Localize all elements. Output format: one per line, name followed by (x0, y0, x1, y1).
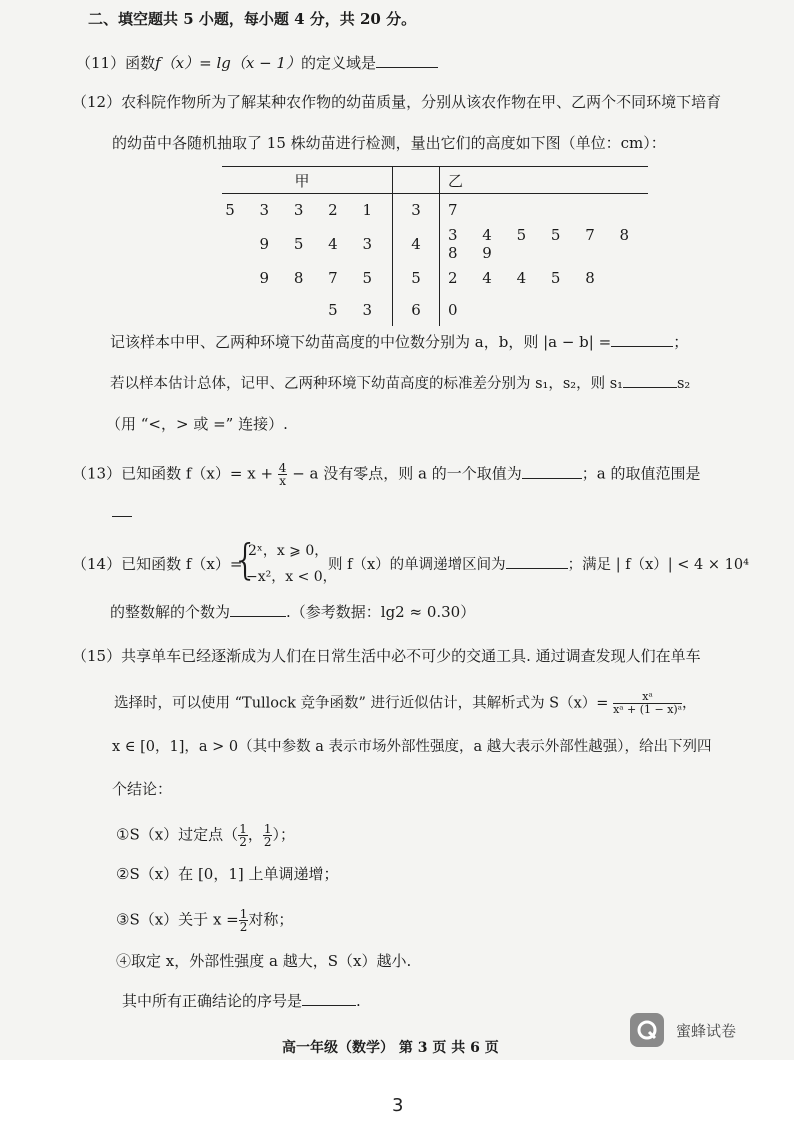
leaf-left: 5 3 3 2 1 (225, 201, 382, 219)
q12-line3 (110, 332, 688, 352)
c3-frac (239, 908, 249, 933)
q14-line2 (110, 602, 475, 622)
q12-blank-1 (611, 332, 673, 347)
q15-blank (302, 991, 356, 1006)
q13-pre: 已知函数 f（x）= x + (121, 464, 274, 483)
half-den: 2 (239, 835, 247, 849)
q14-line2-text: 的整数解的个数为 (110, 603, 231, 621)
q13-frac-num: 4 (278, 461, 287, 475)
half-den: 2 (239, 920, 248, 934)
stem-value: 3 (393, 194, 440, 227)
q15-final: 其中所有正确结论的序号是 . (122, 992, 361, 1010)
watermark-logo-icon (630, 1013, 664, 1047)
q12-line2: 的幼苗中各随机抽取了 15 株幼苗进行检测，量出它们的高度如下图（单位：cm）： (112, 134, 666, 152)
c1-end: ）； (272, 825, 295, 844)
q12-line4-end: s₂ (676, 376, 691, 392)
leaf-left: 9 8 7 5 (259, 269, 382, 287)
question-14 (72, 554, 242, 574)
c1-frac-a (238, 823, 248, 848)
stem-row (222, 262, 648, 294)
q14-number: （14） (72, 555, 122, 573)
q15-number: （15） (72, 647, 122, 665)
tullock-den: xᵃ + (1 − x)ᵃ (613, 703, 682, 716)
stem-row (222, 226, 648, 262)
q14-blank-1 (506, 554, 568, 569)
q11-answer-blank (376, 53, 438, 68)
q14-blank-2 (230, 602, 286, 617)
q15-line2-text: 选择时，可以使用 “Tullock 竞争函数” 进行近似估计，其解析式为 S（x）= (114, 695, 609, 712)
half-num: 1 (239, 907, 248, 921)
half-den: 2 (263, 835, 272, 849)
leaf-left: 5 3 (328, 301, 382, 319)
q12-line5: （用 “<，> 或 =” 连接）. (106, 415, 288, 433)
q12-line1 (72, 92, 721, 112)
q13-post: ；a 的取值范围是 (581, 464, 701, 483)
leaf-right: 2 4 4 5 8 (448, 269, 605, 287)
q15-line3: x ∈ [0，1]，a > 0（其中参数 a 表示市场外部性强度，a 越大表示外部性越强），给出下列四 (112, 739, 712, 755)
stem-header-left: 甲 (222, 167, 393, 194)
q13-blank-1 (522, 464, 582, 479)
q11-number: （11） (76, 54, 126, 72)
q13-mid: − a 没有零点，则 a 的一个取值为 (292, 464, 522, 483)
section-header: 二、填空题共 5 小题，每小题 4 分，共 20 分。 (88, 10, 417, 28)
q13-fraction (278, 462, 288, 487)
q12-line3-text: 记该样本中甲、乙两种环境下幼苗高度的中位数分别为 a，b，则 |a − b| = (110, 333, 612, 351)
question-11 (76, 53, 438, 73)
q14-pre: 已知函数 f（x）= (121, 555, 243, 573)
q12-blank-2 (623, 373, 677, 388)
q12-line4-text: 若以样本估计总体，记甲、乙两种环境下幼苗高度的标准差分别为 s₁，s₂，则 s₁ (110, 376, 623, 392)
stem-value: 5 (393, 262, 440, 294)
tullock-fraction (613, 691, 682, 716)
q15-line4: 个结论： (112, 780, 173, 798)
leaf-left: 9 5 4 3 (259, 235, 382, 253)
tullock-num: xᵃ (613, 691, 682, 704)
q12-number: （12） (72, 93, 122, 111)
q15-line1-text: 共享单车已经逐渐成为人们在日常生活中必不可少的交通工具. 通过调查发现人们在单车 (121, 647, 701, 665)
q14-case2: −x²，x < 0， (246, 569, 337, 585)
q13-number: （13） (72, 464, 122, 483)
leaf-right: 0 (448, 301, 468, 319)
q13-blank-2 (112, 516, 132, 517)
c3-end: 对称； (248, 910, 294, 929)
stem-row (222, 294, 648, 326)
piecewise-brace: { (232, 535, 259, 584)
stem-row (222, 194, 648, 227)
q12-line3-end: ； (673, 333, 689, 351)
q11-expr: f（x）= lg（x − 1） (155, 54, 301, 72)
leaf-right: 7 (448, 201, 468, 219)
page-footer: 高一年级（数学） 第 3 页 共 6 页 (282, 1040, 499, 1056)
watermark-text: 蜜蜂试卷 (676, 1022, 737, 1040)
conclusion-4: ④取定 x，外部性强度 a 越大，S（x）越小. (116, 952, 412, 970)
stem-value: 6 (393, 294, 440, 326)
q14-line1-rest (328, 554, 749, 575)
stem-header-right: 乙 (440, 167, 649, 194)
c1-text: ①S（x）过定点（ (116, 825, 239, 844)
q12-line1-text: 农科院作物所为了解某种农作物的幼苗质量，分别从该农作物在甲、乙两个不同环境下培育 (121, 93, 722, 111)
q15-line1 (72, 646, 701, 666)
q14-case1: 2ˣ，x ⩾ 0， (248, 543, 329, 559)
q11-pre: 函数 (125, 54, 156, 72)
conclusion-2: ②S（x）在 [0，1] 上单调递增； (116, 865, 339, 883)
q14-mid: 则 f（x）的单调递增区间为 (328, 557, 506, 573)
q11-post: 的定义域是 (300, 54, 376, 72)
conclusion-1: ①S（x）过定点（ $\frac{1}{2}$ ， $\frac{1}{2}$ ）； (116, 822, 295, 849)
q14-line2-end: .（参考数据：lg2 ≈ 0.30） (286, 603, 476, 621)
c3-text: ③S（x）关于 x = (116, 910, 239, 929)
half-num: 1 (263, 822, 272, 836)
stem-header-mid (393, 167, 440, 194)
q13-frac-den: x (279, 474, 286, 488)
page-number: 3 (392, 1095, 404, 1116)
q15-final-text: 其中所有正确结论的序号是 (122, 992, 303, 1010)
q15-line2-end: ， (681, 695, 697, 712)
stem-value: 4 (393, 226, 440, 262)
half-num: 1 (239, 822, 247, 836)
conclusion-3 (116, 908, 293, 933)
q14-post: ；满足 | f（x）| < 4 × 10⁴ (567, 557, 749, 573)
q15-line2 (114, 691, 696, 716)
leaf-right: 3 4 5 5 7 8 8 9 (448, 226, 640, 262)
q12-line4 (110, 373, 690, 394)
stem-leaf-plot (222, 166, 648, 326)
question-13 (72, 462, 700, 487)
